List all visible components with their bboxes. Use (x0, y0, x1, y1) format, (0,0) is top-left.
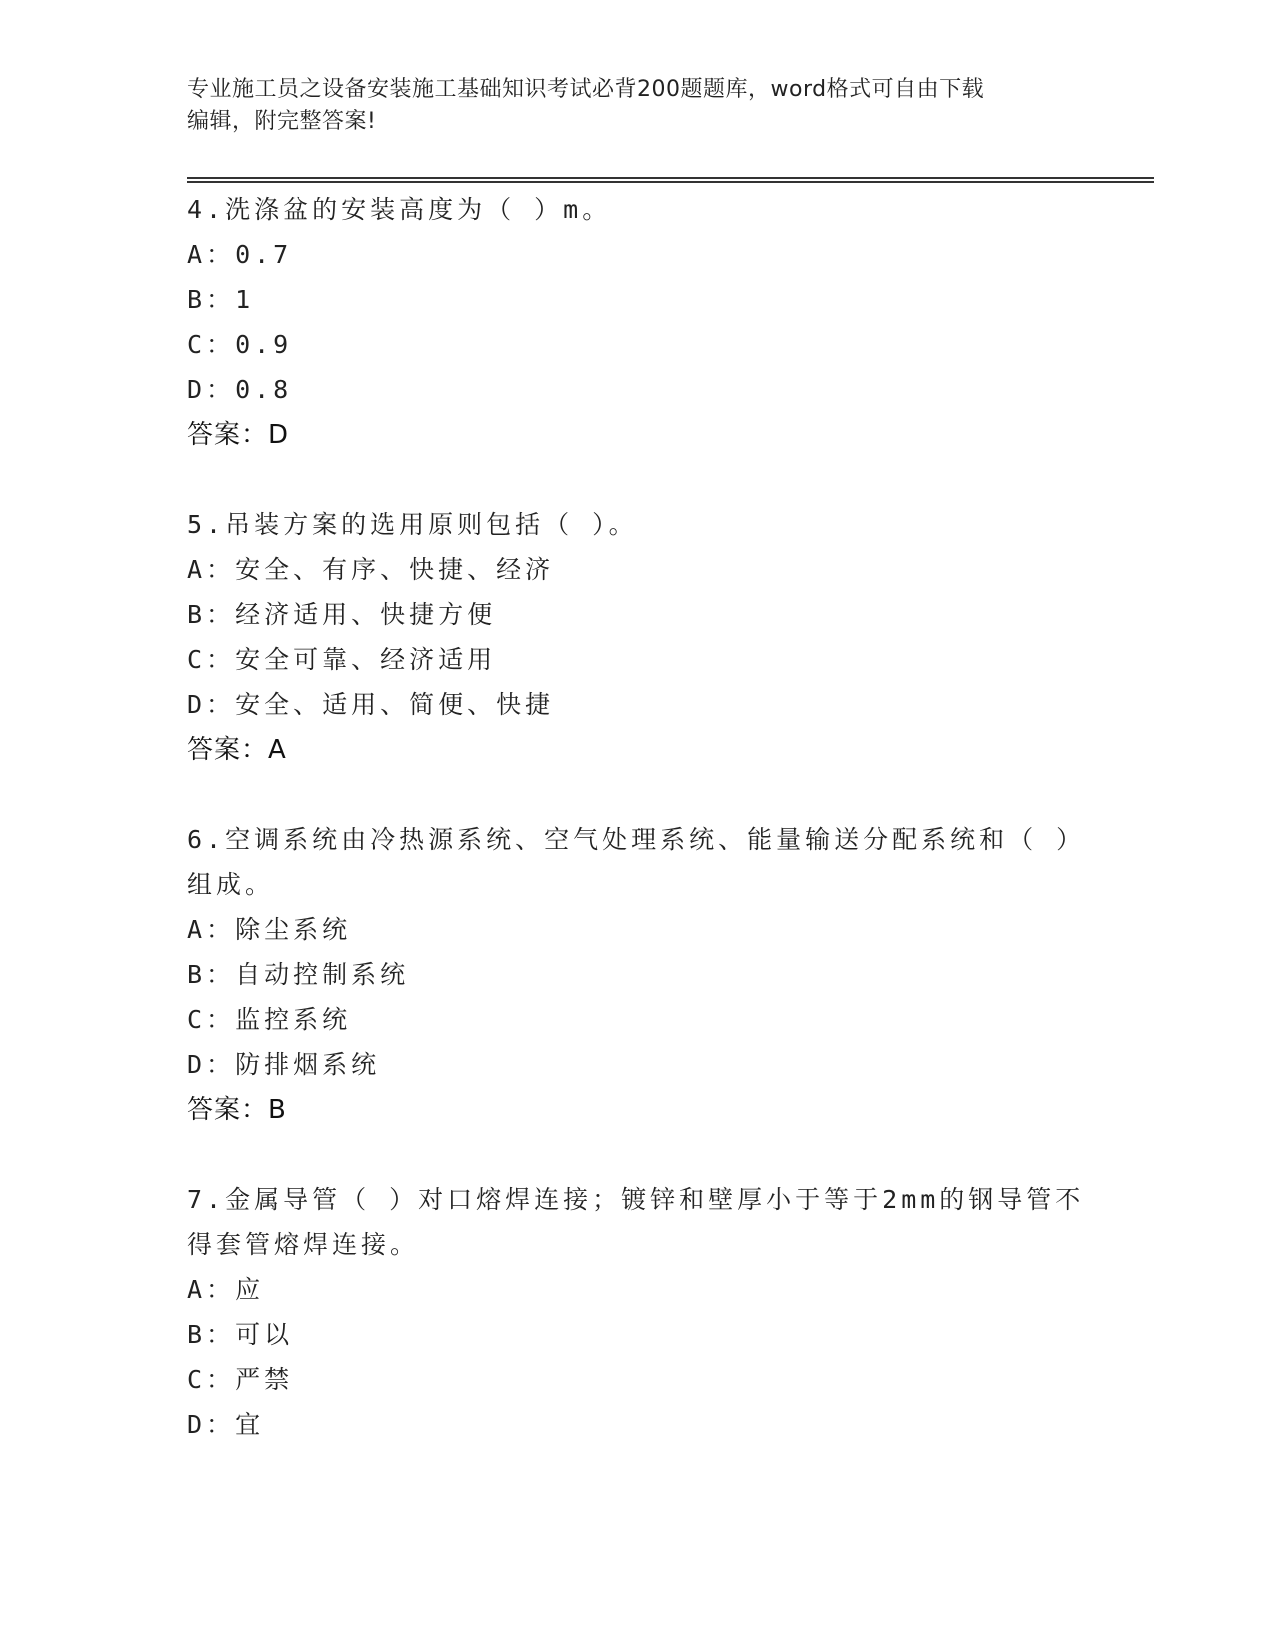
question-6-option-b (187, 959, 409, 991)
option-key: C： (187, 1005, 236, 1034)
option-text: 安全、适用、简便、快捷 (235, 690, 555, 719)
question-4-option-b (187, 284, 254, 316)
header-line-2: 编辑，附完整答案! (187, 109, 377, 134)
question-5-stem: 5.吊装方案的选用原则包括（ ）。 (187, 510, 638, 539)
header-line-1: 专业施工员之设备安装施工基础知识考试必背200题题库，word格式可自由下载 (187, 77, 985, 102)
option-text: 严禁 (235, 1365, 294, 1394)
option-key: C： (187, 645, 236, 674)
option-key: D： (187, 1410, 236, 1439)
header-divider-top (187, 177, 1154, 179)
question-4-answer: 答案：D (187, 420, 290, 450)
option-text: 监控系统 (235, 1005, 352, 1034)
option-key: B： (187, 960, 236, 989)
question-6-answer: 答案：B (187, 1095, 287, 1125)
option-text: 可以 (235, 1320, 294, 1349)
option-text: 经济适用、快捷方便 (235, 600, 497, 629)
option-key: A： (187, 240, 236, 269)
option-key: A： (187, 915, 236, 944)
option-key: A： (187, 555, 236, 584)
option-key: A： (187, 1275, 236, 1304)
question-5-option-a (187, 554, 554, 586)
option-key: B： (187, 1320, 236, 1349)
question-5-option-b (187, 599, 496, 631)
question-6-option-a (187, 914, 351, 946)
question-6-option-c (187, 1004, 351, 1036)
option-text: 安全可靠、经济适用 (235, 645, 497, 674)
document-header (187, 74, 1087, 138)
option-key: D： (187, 690, 236, 719)
option-text: 0.7 (235, 240, 293, 269)
option-key: C： (187, 1365, 236, 1394)
option-key: B： (187, 600, 236, 629)
question-4-option-d (187, 374, 292, 406)
option-text: 1 (235, 285, 255, 314)
question-6-option-d (187, 1049, 380, 1081)
option-text: 防排烟系统 (235, 1050, 381, 1079)
question-4-stem: 4.洗涤盆的安装高度为（ ）m。 (187, 195, 612, 224)
question-7-option-d (187, 1409, 264, 1441)
question-4-option-c (187, 329, 292, 361)
question-4-option-a (187, 239, 292, 271)
option-key: B： (187, 285, 236, 314)
option-text: 0.8 (235, 375, 293, 404)
option-text: 0.9 (235, 330, 293, 359)
option-text: 自动控制系统 (235, 960, 410, 989)
header-divider-bottom (187, 181, 1154, 183)
question-7-stem-line-2: 得套管熔焊连接。 (187, 1230, 420, 1259)
option-key: C： (187, 330, 236, 359)
option-text: 宜 (235, 1410, 265, 1439)
option-key: D： (187, 1050, 236, 1079)
question-6-stem-line-2: 组成。 (187, 870, 275, 899)
question-5-option-d (187, 689, 554, 721)
question-5-answer: 答案：A (187, 735, 287, 765)
option-key: D： (187, 375, 236, 404)
question-7-option-c (187, 1364, 293, 1396)
option-text: 应 (235, 1275, 265, 1304)
question-7-option-a (187, 1274, 264, 1306)
option-text: 除尘系统 (235, 915, 352, 944)
question-6-stem-line-1: 6.空调系统由冷热源系统、空气处理系统、能量输送分配系统和（ ） (187, 825, 1086, 854)
question-7-stem-line-1: 7.金属导管（ ）对口熔焊连接；镀锌和壁厚小于等于2mm的钢导管不 (187, 1185, 1085, 1214)
question-5-option-c (187, 644, 496, 676)
question-7-option-b (187, 1319, 293, 1351)
option-text: 安全、有序、快捷、经济 (235, 555, 555, 584)
